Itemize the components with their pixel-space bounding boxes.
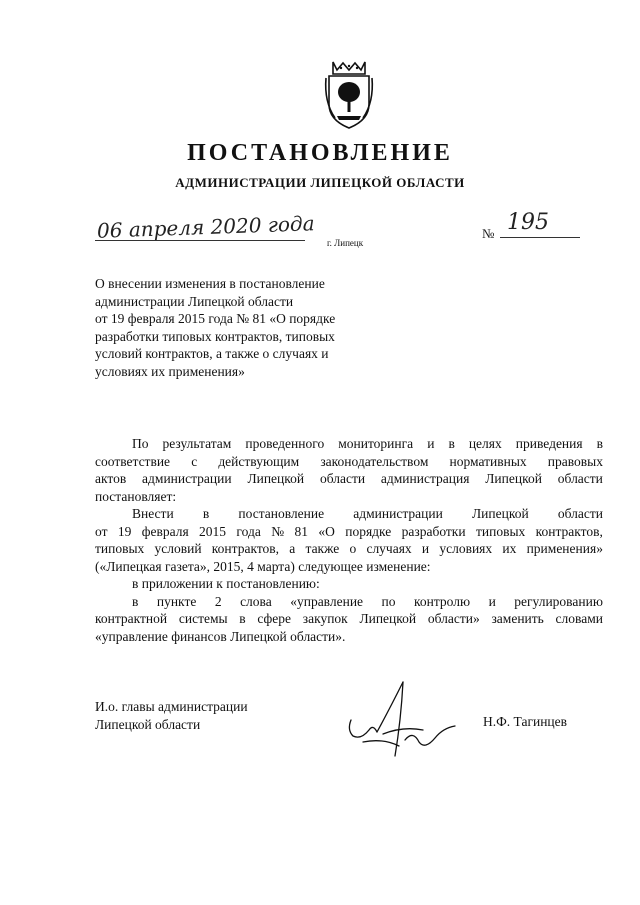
body-word: 81 <box>294 523 308 539</box>
body-word: от <box>95 523 108 539</box>
body-word: в <box>202 506 210 521</box>
city-label: г. Липецк <box>327 238 364 248</box>
body-word: постановление <box>238 506 325 521</box>
body-line <box>95 470 603 488</box>
body-word: нормативных <box>449 453 527 469</box>
body-word: Липецкой <box>359 611 417 626</box>
body-word: области <box>319 471 366 486</box>
body-word: в <box>448 436 455 451</box>
body-word: действующим <box>218 453 300 469</box>
body-word: № <box>271 523 285 539</box>
body-word: в <box>596 436 603 451</box>
body-word: контрактов, <box>211 541 280 556</box>
body-line <box>95 435 603 453</box>
body-line <box>95 593 603 611</box>
body-word: законодательством <box>320 453 429 469</box>
body-word: контрактов, <box>535 523 603 539</box>
body-line <box>95 523 603 541</box>
body-word: в <box>239 611 246 626</box>
body-word: закупок <box>302 611 348 626</box>
body-word: условиях <box>439 541 493 556</box>
subject-line: администрации Липецкой области <box>95 293 294 309</box>
body-word: администрации <box>142 471 232 486</box>
body-word: в <box>132 593 139 609</box>
body-line <box>95 453 603 471</box>
body-word: «управление <box>290 593 364 609</box>
signatory-title-line: Липецкой области <box>95 716 201 732</box>
subject-line: условий контрактов, а также о случаях и <box>95 346 329 361</box>
body-word: разработки <box>401 523 466 539</box>
body-word: мониторинга <box>338 436 414 451</box>
subject-line: условиях их применения» <box>95 363 245 379</box>
handwritten-signature <box>343 680 463 760</box>
body-word: по <box>381 593 396 609</box>
body-word: проведенного <box>245 436 325 451</box>
body-line <box>95 558 603 576</box>
body-word: регулированию <box>514 593 603 609</box>
body-word: словами <box>555 611 603 626</box>
body-line <box>95 575 603 593</box>
body-word: Липецкой <box>247 471 305 486</box>
body-word: и <box>427 436 435 451</box>
body-word: администрации <box>353 506 443 521</box>
document-title: ПОСТАНОВЛЕНИЕ <box>187 140 453 166</box>
body-line <box>95 628 603 646</box>
date-underline <box>95 240 305 241</box>
body-line <box>95 488 603 506</box>
body-word: контролю <box>414 593 471 609</box>
number-underline <box>500 237 580 238</box>
body-word: «управление финансов Липецкой области». <box>95 628 346 644</box>
body-word: правовых <box>547 453 603 469</box>
body-word: типовых <box>475 523 526 539</box>
subject-line: О внесении изменения в постановление <box>95 276 325 291</box>
body-word: Липецкой <box>485 471 542 486</box>
body-word: слова <box>240 593 272 609</box>
signatory-name: Н.Ф. Тагинцев <box>483 714 568 729</box>
body-word: сфере <box>257 611 292 626</box>
signatory-title <box>95 698 248 733</box>
body-word: системы <box>178 611 228 626</box>
body-word: их <box>502 541 517 556</box>
body-word: 2015 <box>199 523 227 539</box>
subject-line: от 19 февраля 2015 года № 81 «О порядке <box>95 311 336 326</box>
body-word: области <box>557 471 603 486</box>
signatory-title-line: И.о. главы администрации <box>95 699 248 714</box>
body-word: По <box>132 436 149 451</box>
body-word: и <box>488 593 496 609</box>
body-word: условий <box>154 541 202 556</box>
handwritten-date: 06 апреля 2020 года <box>96 211 315 243</box>
number-sign: № <box>482 226 495 241</box>
handwritten-number: 195 <box>507 210 549 235</box>
body-word: с <box>191 453 198 469</box>
body-word: результатам <box>162 436 232 451</box>
body-word: года <box>236 523 261 539</box>
document-subject <box>95 275 395 380</box>
document-body <box>95 435 603 645</box>
body-word: актов <box>95 471 127 486</box>
body-word: февраля <box>141 523 189 539</box>
body-word: заменить <box>491 611 544 626</box>
body-word: 2 <box>214 593 222 609</box>
body-word: 19 <box>117 523 132 539</box>
body-word: области <box>557 506 603 521</box>
body-word: контрактной <box>95 611 168 626</box>
body-line <box>95 505 603 523</box>
body-line <box>95 540 603 558</box>
body-word: области» <box>427 611 480 626</box>
body-word: порядке <box>345 523 392 539</box>
body-word: типовых <box>95 541 145 556</box>
subject-line: разработки типовых контрактов, типовых <box>95 328 335 344</box>
body-word: приведения <box>515 436 583 451</box>
body-word: и <box>421 541 430 556</box>
coat-of-arms-emblem <box>323 58 375 130</box>
issuing-authority: АДМИНИСТРАЦИИ ЛИПЕЦКОЙ ОБЛАСТИ <box>175 175 465 190</box>
body-word: целях <box>468 436 502 451</box>
body-word: Липецкой <box>472 506 529 521</box>
body-word: («Липецкая газета», 2015, 4 марта) следующее изменение: <box>95 558 431 574</box>
body-word: применения» <box>526 541 603 556</box>
body-word: пункте <box>156 593 197 609</box>
body-word: о <box>349 541 357 556</box>
body-line <box>95 610 603 628</box>
body-word: администрация <box>380 471 470 486</box>
body-word: постановляет: <box>95 488 177 504</box>
body-word: также <box>305 541 340 556</box>
body-word: Внести <box>132 506 174 521</box>
body-word: в приложении к постановлению: <box>132 576 320 591</box>
body-word: «О <box>318 523 335 539</box>
body-word: а <box>289 541 296 556</box>
body-word: соответствие <box>95 453 171 469</box>
body-word: случаях <box>366 541 412 556</box>
